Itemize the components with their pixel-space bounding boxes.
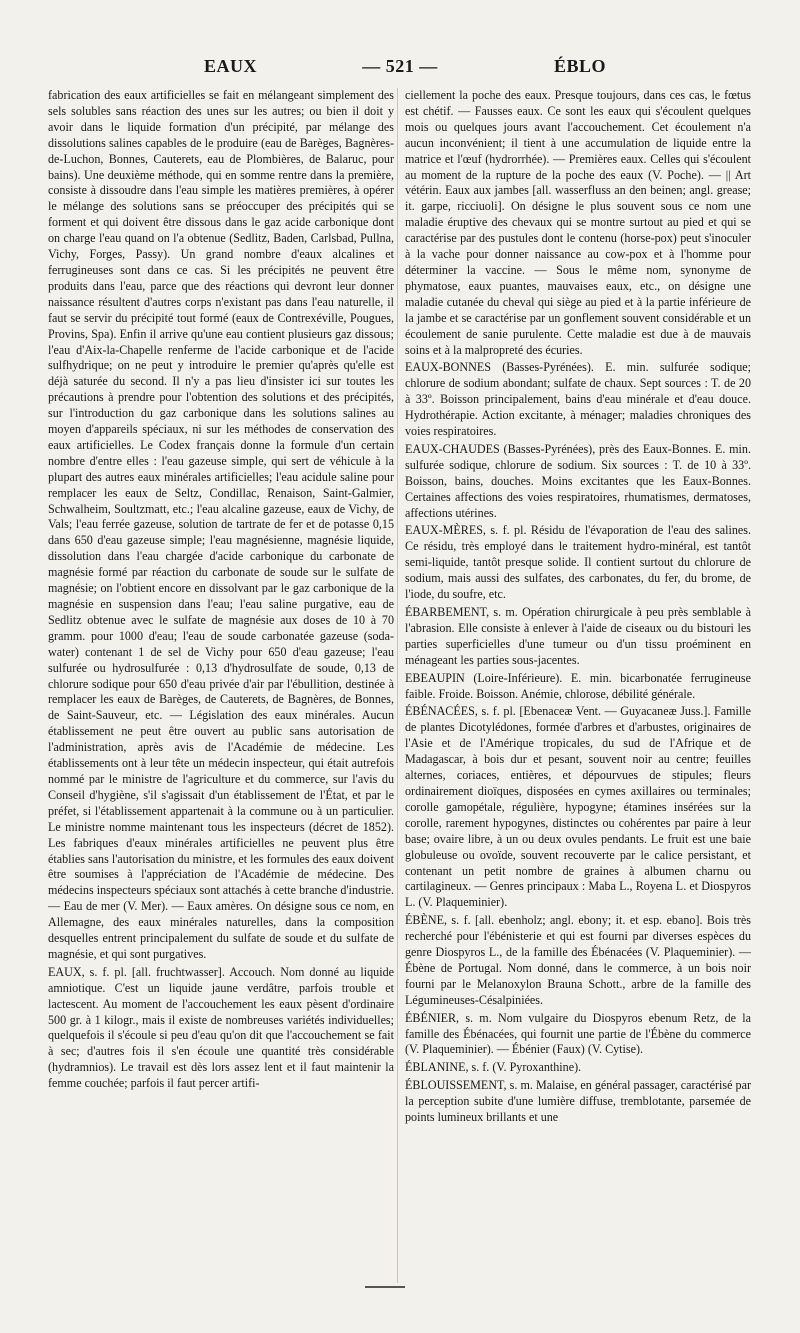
entry-eblanine: ÉBLANINE, s. f. (V. Pyroxanthine).: [405, 1060, 582, 1075]
entry-ebarbement: ÉBARBEMENT, s. m. Opération chirurgicale à peu près semblable à l'abrasion. Elle consiste à enlever à l'aide de ciseaux ou du bistouri les parties superficielles d'une tumeur ou d'un tissu proéminent en ménageant les parties sous-jacentes.: [405, 605, 751, 667]
column-divider: [397, 88, 398, 1283]
left-paragraph-eaux-artificielles: fabrication des eaux artificielles se fait en mélangeant simplement des sels solubles sans réaction des unes sur les autres; ou bien il doit y avoir dans le liquide formation d'un précipité, par mélange des dissolutions salines capables de le produire (eau de Barèges, Bagnères-de-Luchon, Bonnes, Cauterets, eau de Plombières, de Balaruc, pour bains). Une deuxième méthode, qui en somme rentre dans la première, consiste à dissoudre dans l'eau simple les matières premières, à opérer le mélange des solutions sans se préoccuper des précipités qui se forment et qui doivent être dissous dans le gaz acide carbonique dont on charge l'eau quand on l'a obtenue (Sedlitz, Baden, Carlsbad, Pullna, Vichy, Forges, Passy). Un grand nombre d'eaux alcalines et ferrugineuses sont dans ce cas. Si les précipités ne peuvent être produits dans l'eau, parce que des réactions qui devront leur donner naissance résultent d'autres corps n'existant pas dans l'eau naturelle, il faut se servir du précipité tout formé (eaux de Contrexéville, Pougues, Provins, Spa). Enfin il arrive qu'une eau contient plusieurs gaz dissous; l'eau d'Aix-la-Chapelle renferme de l'acide carbonique et de l'acide sulfhydrique; on ne peut y introduire le premier qu'après qu'elle est déjà saturée du second. Il n'y a pas lieu d'insister ici sur toutes les précautions à prendre pour l'obtention des solutions et des précipités, sur l'introduction du gaz carbonique dans les solutions salines au moyen d'appareils spéciaux, ni sur les méthodes de conservation des eaux artificielles. Le Codex français donne la formule d'un certain nombre d'entre elles : l'eau gazeuse simple, qui sert de véhicule à la plupart des autres eaux minérales artificielles; l'eau acidule saline pour remplacer les eaux de Seltz, Condillac, Renaison, Saint-Galmier, Schwalheim, Soultzmatt, etc.; l'eau alcaline gazeuse, eaux de Vichy, de Vals; l'eau ferrée gazeuse, solution de tartrate de fer et de potasse 0,15 dans 650 d'eau gazeuse simple; l'eau magnésienne, magnésie liquide, dissolution dans l'eau chargée d'acide carbonique du carbonate de magnésie formé par réaction du carbonate de soude sur le sulfate de magnésie; on l'obtient encore en dissolvant par le gaz carbonique de la magnésie en suspension dans l'eau; l'eau saline purgative, eau de Sedlitz obtenue avec le sulfate de magnésie aux doses de 10 à 70 gramm. pour 1000 d'eau; l'eau de soude carbonatée gazeuse (soda-water) contenant 1 de sel de Vichy pour 650 d'eau gazeuse; l'eau sulfurée ou hydrosulfurée : 0,13 d'hydrosulfate de soude, 0,13 de chlorure sodique pour 650 d'eau privée d'air par l'ébullition, destinée à remplacer les eaux de Barèges, de Cauterets, de Bagnères, de Bonnes, de Saint-Sauveur, etc. — Législation des eaux minérales. Aucun établissement ne peut être ouvert au public sans autorisation de l'administration, après avis de l'Académie de médecine. Les établissements ont à leur tête un médecin inspecteur, qui était autrefois nommé par le ministre de l'agriculture et du commerce, sur l'avis du Conseil d'hygiène, s'il s'agissait d'un établissement de l'État, et par le préfet, si l'établissement appartenait à la commune ou à un particulier. Le ministre nomme maintenant tous les inspecteurs (décret de 1852). Les fabriques d'eaux minérales artificielles ne peuvent plus être établies sans l'autorisation du ministre, et les formules des eaux doivent être soumises à l'appréciation de l'Académie de médecine. Des médecins inspecteurs spéciaux sont attachés à cette branche d'industrie. — Eau de mer (V. Mer). — Eaux amères. On désigne sous ce nom, en Allemagne, des eaux minérales naturelles, dans la composition desquelles entrent principalement du sulfate de soude et du sulfate de magnésie, et qui sont purgatives.: [48, 88, 394, 961]
entry-eaux-meres: EAUX-MÈRES, s. f. pl. Résidu de l'évaporation de l'eau des salines. Ce résidu, très employé dans le traitement hydro-minéral, est tantôt semi-liquide, tantôt presque solide. Il contient surtout du chlorure de sodium, mais aussi des sulfates, des carbonates, du fer, du brome, de l'iode, du soufre, etc.: [405, 523, 751, 602]
entry-ebeaupin: EBEAUPIN (Loire-Inférieure). E. min. bicarbonatée ferrugineuse faible. Froide. Boisson. Anémie, chlorose, débilité générale.: [405, 670, 751, 701]
entry-eaux: EAUX, s. f. pl. [all. fruchtwasser]. Accouch. Nom donné au liquide amniotique. C'est un liquide jaune verdâtre, parfois trouble et lactescent. Au moment de l'accouchement les eaux pèsent d'ordinaire 500 gr. à 1 kilogr., mais il existe de nombreuses variétés individuelles; quelquefois il s'écoule si peu d'eau qu'on dit que l'accouchement se fait à sec; d'autres fois il s'en écoule une quantité très considérable (hydramnios). Le travail est dès lors assez lent et il faut maintenir la femme couchée; parfois il faut percer artifi-: [48, 964, 394, 1091]
running-header: [44, 52, 756, 82]
entry-ebenacees: ÉBÉNACÉES, s. f. pl. [Ebenaceæ Vent. — Guyacaneæ Juss.]. Famille de plantes Dicotylédones, formée d'arbres et d'arbustes, originaires de l'Asie et de l'Amérique tropicales, du sud de l'Afrique et de Madagascar, à bois dur et pesant, souvent noir au centre; feuilles alternes, coriaces, entières, et dépourvues de stipules; fleurs ordinairement dioïques, disposées en cymes axillaires ou terminales; corolle gamopétale, régulière, hypogyne; étamines insérées sur la corolle, rarement hypogynes, distinctes ou cohérentes par paire à leur base; ovaire libre, à un ou deux ovules pendants. Le fruit est une baie globuleuse ou ovoïde, souvent recouverte par le calice persistant, et contenant un petit nombre de graines à albumen charnu ou cartilagineux. — Genres principaux : Maba L., Royena L. et Diospyros L. (V. Plaqueminier).: [405, 704, 751, 910]
entry-ebenier: ÉBÉNIER, s. m. Nom vulgaire du Diospyros ebenum Retz, de la famille des Ébénacées, qui fournit une partie de l'Ébène du commerce (V. Plaqueminier). — Ébénier (Faux) (V. Cytise).: [405, 1010, 751, 1057]
entry-eaux-chaudes: EAUX-CHAUDES (Basses-Pyrénées), près des Eaux-Bonnes. E. min. sulfurée sodique, chlorure de sodium. Six sources : T. de 10 à 33º. Boisson, bains, douches. Moins excitantes que les Eaux-Bonnes. Certaines affections des voies respiratoires, rhumatismes, dermatoses, affections utérines.: [405, 441, 751, 520]
right-paragraph-continuation: ciellement la poche des eaux. Presque toujours, dans ces cas, le fœtus est chétif. — Fausses eaux. Ce sont les eaux qui s'écoulent quelques mois ou quelques jours avant l'accouchement. Cet écoulement n'a aucun inconvénient; il tient à une accumulation de liquide entre la matrice et l'œuf (hydrorrhée). — Premières eaux. Celles qui s'écoulent au moment de la rupture de la poche des eaux (V. Poche). — || Art vétérin. Eaux aux jambes [all. wasserfluss an den beinen; angl. grease; it. garpe, ricciuoli]. On désigne le plus souvent sous ce nom une maladie éruptive des chevaux qui se montre surtout au pied et qui se caractérise par des pustules dont le contenu (horse-pox) peut s'inoculer à la vache pour donner naissance au cow-pox et à l'homme pour déterminer la vaccine. — Sous le même nom, synonyme de phymatose, eaux puantes, mauvaises eaux, etc., on désigne une maladie cutanée du cheval qui siège au pied et à la partie inférieure de la jambe et se caractérise par un gonflement souvent considérable et un écoulement de sanie purulente. Cette maladie est due à de mauvais soins et à la malpropreté des écuries.: [405, 88, 751, 357]
right-column: [405, 86, 751, 1126]
entry-ebene: ÉBÈNE, s. f. [all. ebenholz; angl. ebony; it. et esp. ebano]. Bois très recherché pour l'ébénisterie et qui est fourni par diverses espèces du genre Diospyros L., de la famille des Ébénacées (V. Plaqueminier). — Ébène de Portugal. Nom donné, dans le commerce, à un bois noir fourni par le Melanoxylon Brauna Schott., arbre de la famille des Légumineuses-Césalpiniées.: [405, 913, 751, 1007]
footer-rule: [365, 1286, 405, 1288]
entry-eaux-bonnes: EAUX-BONNES (Basses-Pyrénées). E. min. sulfurée sodique; chlorure de sodium abondant; sulfate de chaux. Sept sources : T. de 20 à 33º. Boisson principalement, bains d'eau minérale et d'eau douce. Hydrothérapie. Action excitante, à ménager; maladies chroniques des voies respiratoires.: [405, 360, 751, 439]
header-right-word: ÉBLO: [553, 56, 606, 76]
entry-eblouissement: ÉBLOUISSEMENT, s. m. Malaise, en général passager, caractérisé par la perception subite d'une lumière diffuse, tremblotante, parsemée de points lumineux brillants et une: [405, 1078, 751, 1125]
left-column: [48, 86, 394, 1092]
header-left-word: EAUX: [204, 56, 258, 76]
page-number: — 521 —: [362, 56, 438, 76]
